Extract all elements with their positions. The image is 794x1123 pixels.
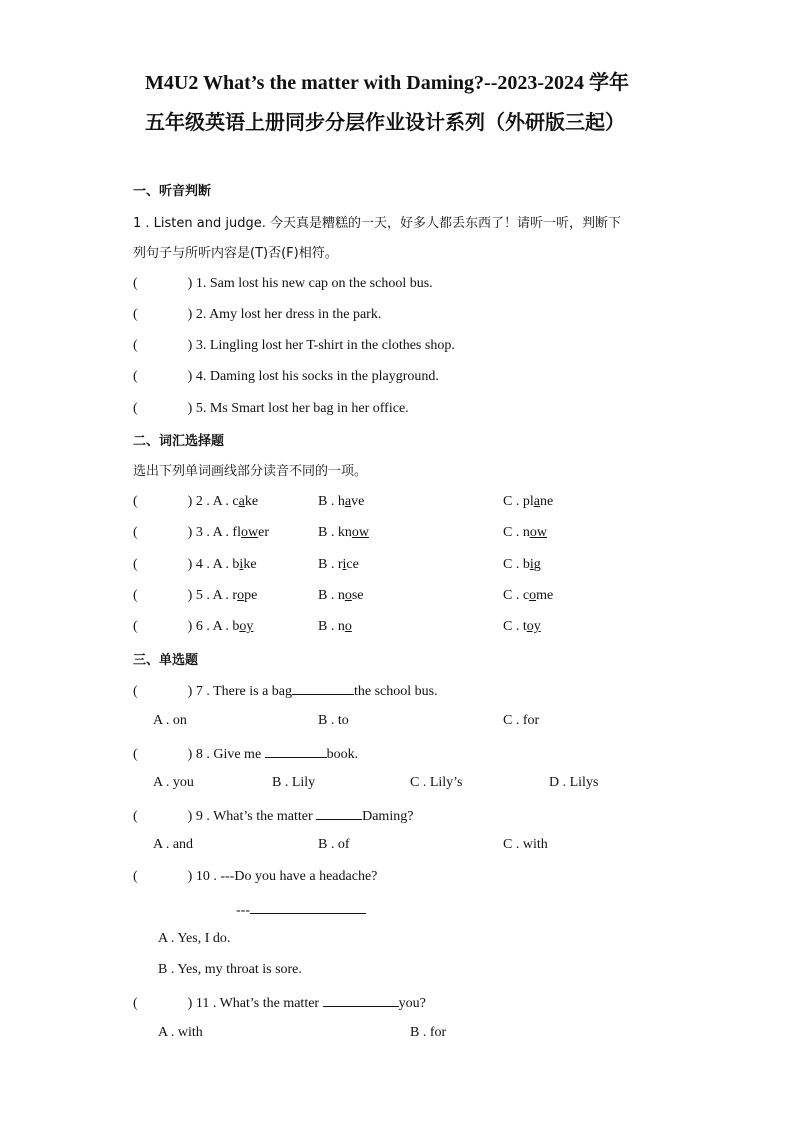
section-2-heading: 二、词汇选择题 [133, 434, 225, 449]
answer-blank[interactable] [292, 681, 354, 695]
underlined-sound: o [237, 588, 245, 603]
underlined-sound: o [529, 588, 537, 603]
underlined-sound: ow [529, 525, 547, 540]
phonics-option-c[interactable]: C . big [503, 557, 541, 572]
phonics-question: ( ) 3 . A . flower [133, 525, 269, 540]
phonics-question: ( ) 5 . A . rope [133, 588, 258, 603]
question-9: ( ) 9 . What’s the matter Daming? [133, 806, 413, 825]
underlined-sound: a [238, 494, 245, 509]
question-7: ( ) 7 . There is a bag the school bus. [133, 681, 438, 700]
q11-option-a[interactable]: A . with [158, 1025, 203, 1040]
question-8: ( ) 8 . Give me book. [133, 744, 358, 763]
answer-blank[interactable] [316, 806, 362, 820]
phonics-question: ( ) 4 . A . bike [133, 557, 257, 572]
phonics-question: ( ) 6 . A . boy [133, 619, 254, 634]
q9-option-a[interactable]: A . and [153, 837, 194, 852]
q10-option-a[interactable]: A . Yes, I do. [158, 931, 231, 946]
title-line-2: 五年级英语上册同步分层作业设计系列（外研版三起） [145, 112, 625, 134]
underlined-sound: i [239, 557, 244, 572]
q7-option-b[interactable]: B . to [318, 713, 349, 728]
q8-option-a[interactable]: A . you [153, 775, 194, 790]
title-line-1: M4U2 What’s the matter with Daming?--2023-2024 学年 [145, 72, 630, 94]
underlined-sound: o [344, 588, 352, 603]
section-3-heading: 三、单选题 [133, 653, 199, 668]
section-1-instruction-cont: 列句子与所听内容是(T)否(F)相符。 [133, 246, 338, 261]
listening-item: ( ) 5. Ms Smart lost her bag in her office. [133, 401, 409, 416]
q7-option-a[interactable]: A . on [153, 713, 187, 728]
underlined-sound: i [529, 557, 534, 572]
underlined-sound: a [344, 494, 352, 509]
answer-blank[interactable] [250, 900, 366, 914]
underlined-sound: i [342, 557, 347, 572]
underlined-sound: oy [526, 619, 541, 634]
answer-blank[interactable] [323, 993, 399, 1007]
q10-answer-line: --- [236, 900, 366, 919]
q8-option-c[interactable]: C . Lily’s [410, 775, 463, 790]
underlined-sound: ow [240, 525, 259, 540]
underlined-sound: a [533, 494, 540, 509]
listening-item: ( ) 2. Amy lost her dress in the park. [133, 307, 382, 322]
underlined-sound: oy [239, 619, 254, 634]
phonics-option-b[interactable]: B . know [318, 525, 369, 540]
phonics-option-c[interactable]: C . plane [503, 494, 554, 509]
section-1-heading: 一、听音判断 [133, 184, 212, 199]
phonics-option-c[interactable]: C . toy [503, 619, 541, 634]
phonics-option-c[interactable]: C . come [503, 588, 554, 603]
q9-option-c[interactable]: C . with [503, 837, 548, 852]
q8-option-d[interactable]: D . Lilys [549, 775, 599, 790]
phonics-option-b[interactable]: B . no [318, 619, 352, 634]
question-10: ( ) 10 . ---Do you have a headache? [133, 869, 378, 884]
underlined-sound: ow [351, 525, 369, 540]
phonics-option-b[interactable]: B . have [318, 494, 365, 509]
q11-option-b[interactable]: B . for [410, 1025, 447, 1040]
listening-item: ( ) 1. Sam lost his new cap on the school bus. [133, 276, 433, 291]
question-11: ( ) 11 . What’s the matter you? [133, 993, 426, 1012]
q8-option-b[interactable]: B . Lily [272, 775, 316, 790]
phonics-option-b[interactable]: B . rice [318, 557, 359, 572]
q10-option-b[interactable]: B . Yes, my throat is sore. [158, 962, 302, 977]
section-2-instruction: 选出下列单词画线部分读音不同的一项。 [133, 464, 368, 479]
phonics-option-c[interactable]: C . now [503, 525, 547, 540]
q7-option-c[interactable]: C . for [503, 713, 540, 728]
q9-option-b[interactable]: B . of [318, 837, 350, 852]
answer-blank[interactable] [265, 744, 327, 758]
listening-item: ( ) 4. Daming lost his socks in the playground. [133, 369, 439, 384]
phonics-question: ( ) 2 . A . cake [133, 494, 259, 509]
listening-item: ( ) 3. Lingling lost her T-shirt in the clothes shop. [133, 338, 455, 353]
phonics-option-b[interactable]: B . nose [318, 588, 364, 603]
underlined-sound: o [344, 619, 352, 634]
section-1-instruction: 1 . Listen and judge. 今天真是糟糕的一天，好多人都丢东西了！请听一听，判断下 [133, 216, 621, 231]
